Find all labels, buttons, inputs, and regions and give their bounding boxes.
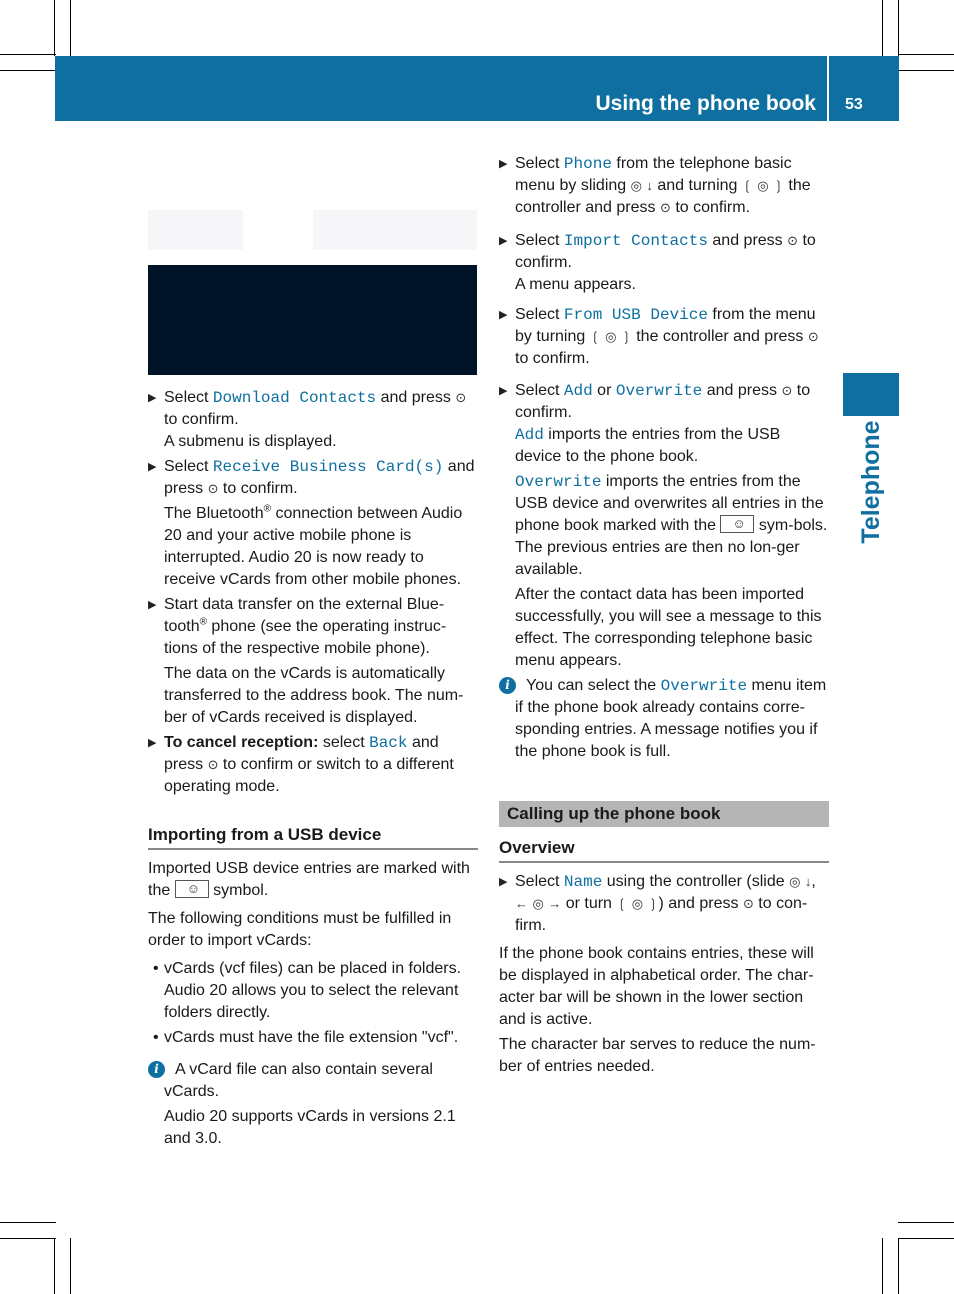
text: the controller and press: [631, 328, 808, 345]
text: or: [592, 382, 616, 399]
text: Select: [164, 389, 213, 406]
bold-label: To cancel reception:: [164, 734, 319, 751]
info-text: [515, 675, 829, 763]
arrow-icon: ▶: [499, 158, 508, 170]
crop-mark: [0, 1222, 56, 1223]
press-icon: ⊙: [455, 390, 467, 405]
paragraph: The following conditions must be fulfilled in order to import vCards:: [148, 910, 452, 949]
text: Select: [515, 155, 564, 172]
crop-mark: [0, 54, 56, 55]
slide-down-icon: ↓: [804, 874, 812, 889]
text: and press: [376, 389, 456, 406]
page-number: 53: [845, 96, 863, 113]
paragraph: If the phone book contains entries, these will be displayed in alphabetical order. The char-acter bar will be shown in the lower section and is active.: [499, 945, 814, 1028]
crop-mark: [898, 1222, 954, 1223]
text: The Bluetooth: [164, 505, 264, 522]
screen-ghost: [148, 210, 477, 250]
step-select-name: [499, 871, 829, 937]
menu-item-import-contacts: Import Contacts: [563, 232, 708, 250]
turn-right-icon: ❳: [773, 178, 784, 193]
menu-item-overwrite: Overwrite: [615, 382, 703, 400]
ring-icon: ◎: [631, 896, 644, 911]
list-item-text: vCards (vcf files) can be placed in folders. Audio 20 allows you to select the relevant folders directly.: [164, 960, 462, 1021]
menu-item-phone: Phone: [563, 155, 612, 173]
subheading-overview: Overview: [499, 837, 829, 863]
crop-mark: [898, 1238, 954, 1239]
list-item: [148, 958, 478, 1024]
step-text: [164, 456, 478, 500]
crop-mark: [70, 1238, 71, 1294]
step-download-contacts: [148, 387, 478, 453]
info-icon: i: [499, 677, 516, 694]
text: ) and press: [658, 895, 743, 912]
text: to con-firm.: [515, 895, 808, 934]
arrow-icon: ▶: [148, 461, 157, 473]
text: You can select the: [526, 677, 661, 694]
menu-item-add: Add: [515, 426, 544, 444]
crop-mark: [898, 54, 954, 55]
text: from the menu by turning: [515, 306, 816, 345]
step-result: [515, 471, 829, 581]
step-result: [515, 424, 829, 468]
menu-item-download-contacts: Download Contacts: [212, 389, 377, 407]
crop-mark: [898, 70, 954, 71]
list-item-text: vCards must have the file extension "vcf".: [164, 1029, 459, 1046]
ring-icon: ◎: [532, 896, 544, 911]
text: menu item if the phone book already contains corre-sponding entries. A message notifies you if the phone book is full.: [515, 677, 827, 760]
text: and press: [707, 232, 788, 249]
bullet: •: [153, 960, 159, 977]
step-result: After the contact data has been imported successfully, you will see a message to this effect. The corresponding telephone basic menu appears.: [515, 586, 822, 669]
text: Select: [515, 382, 564, 399]
text: to confirm.: [515, 382, 811, 421]
arrow-icon: ▶: [499, 309, 508, 321]
step-select-phone: [499, 153, 829, 219]
left-column: [148, 387, 478, 1150]
text: the controller and press: [515, 177, 811, 216]
text: to confirm.: [515, 350, 590, 367]
text: to confirm.: [515, 232, 816, 271]
text: ,: [811, 873, 816, 890]
crop-mark: [898, 1238, 899, 1294]
crop-mark: [0, 1238, 56, 1239]
bullet: •: [153, 1029, 159, 1046]
info-text: [164, 1059, 478, 1103]
text: and press: [702, 382, 782, 399]
step-import-contacts: [499, 230, 829, 296]
text: Start data transfer on the external Blue-tooth: [164, 596, 445, 635]
text: A vCard file can also contain several vCards.: [164, 1061, 433, 1100]
arrow-icon: ▶: [148, 599, 157, 611]
turn-left-icon: ❲: [589, 329, 601, 344]
step-text: [515, 153, 829, 219]
list-item: [148, 1027, 478, 1049]
step-text: [164, 594, 478, 660]
text: Select: [515, 306, 564, 323]
crop-mark: [882, 1238, 883, 1294]
text: connection between Audio 20 and your active mobile phone is interrupted. Audio 20 is now ready to receive vCards from other mobile phones.: [164, 505, 463, 588]
info-note: [499, 675, 829, 763]
step-text: [515, 304, 829, 370]
text: and press: [164, 458, 475, 497]
text: and turning: [652, 177, 742, 194]
step-result: [164, 503, 478, 591]
ring-icon: ◎: [757, 178, 769, 193]
step-from-usb-device: [499, 304, 829, 370]
registered-mark: ®: [263, 503, 271, 515]
menu-item-add: Add: [563, 382, 593, 400]
crop-mark: [0, 70, 56, 71]
press-icon: ⊙: [781, 383, 793, 398]
slide-left-icon: ←: [515, 896, 528, 911]
turn-right-icon: ❳: [647, 896, 659, 911]
step-receive-business-cards: [148, 456, 478, 591]
phone-book-symbol-icon: [175, 880, 209, 898]
text: phone (see the operating instruc-tions of the respective mobile phone).: [164, 618, 447, 657]
text: Select: [164, 458, 213, 475]
menu-item-name: Name: [563, 873, 603, 891]
step-result: The data on the vCards is automatically transferred to the address book. The num-ber of vCards received is displayed.: [164, 665, 464, 726]
info-icon: i: [148, 1061, 165, 1078]
arrow-icon: ▶: [148, 737, 157, 749]
press-icon: ⊙: [207, 757, 219, 772]
step-text: [164, 387, 478, 431]
crop-mark: [54, 0, 55, 56]
step-text: [515, 230, 829, 274]
registered-mark: ®: [199, 616, 207, 628]
info-text: Audio 20 supports vCards in versions 2.1 and 3.0.: [164, 1108, 456, 1147]
menu-item-overwrite: Overwrite: [515, 473, 602, 491]
paragraph: [148, 858, 478, 902]
slide-right-icon: →: [548, 896, 562, 911]
arrow-icon: ▶: [148, 392, 157, 404]
menu-item-receive-business-cards: Receive Business Card(s): [212, 458, 444, 476]
text: symbol.: [208, 882, 269, 899]
step-text: [515, 871, 829, 937]
slide-ring-icon: ◎: [630, 178, 642, 193]
text: Imported USB device entries are marked with the: [148, 860, 470, 899]
text: using the controller (slide: [602, 873, 790, 890]
crop-mark: [898, 0, 899, 56]
turn-left-icon: ❲: [741, 178, 753, 193]
side-tab-marker: [843, 373, 899, 416]
arrow-icon: ▶: [499, 876, 508, 888]
slide-down-icon: ↓: [646, 178, 653, 193]
page-title: Using the phone book: [595, 92, 816, 115]
text: to confirm.: [670, 199, 751, 216]
step-result: A menu appears.: [515, 276, 636, 293]
menu-item-back: Back: [369, 734, 408, 752]
press-icon: ⊙: [787, 233, 799, 248]
text: to confirm.: [218, 480, 298, 497]
press-icon: ⊙: [807, 329, 819, 344]
turn-right-icon: ❳: [620, 329, 632, 344]
text: to confirm or switch to a different operating mode.: [164, 756, 454, 795]
text: and press: [164, 734, 439, 773]
step-start-transfer: [148, 594, 478, 729]
screen-display-image: [148, 265, 477, 375]
step-text: [515, 380, 829, 424]
arrow-icon: ▶: [499, 235, 508, 247]
step-text: [164, 732, 478, 798]
crop-mark: [70, 0, 71, 56]
text: Select: [515, 232, 564, 249]
ring-icon: ◎: [789, 874, 801, 889]
menu-item-from-usb-device: From USB Device: [563, 306, 708, 324]
text: sym-bols. The previous entries are then no lon-ger available.: [515, 517, 828, 578]
text: Select: [515, 873, 564, 890]
text: imports the entries from the USB device and overwrites all entries in the phone book marked with the: [515, 473, 824, 534]
menu-item-overwrite: Overwrite: [660, 677, 748, 695]
text: to confirm.: [164, 411, 239, 428]
crop-mark: [882, 0, 883, 56]
side-tab-label: Telephone: [857, 420, 885, 544]
step-cancel-reception: [148, 732, 478, 798]
crop-mark: [54, 1238, 55, 1294]
text: or turn: [561, 895, 617, 912]
press-icon: ⊙: [742, 896, 754, 911]
text: from the telephone basic menu by sliding: [515, 155, 792, 194]
header-divider: [827, 56, 829, 121]
section-banner-calling: Calling up the phone book: [499, 801, 829, 827]
step-result: A submenu is displayed.: [164, 433, 337, 450]
section-heading-usb: Importing from a USB device: [148, 824, 478, 850]
step-add-or-overwrite: [499, 380, 829, 672]
arrow-icon: ▶: [499, 385, 508, 397]
turn-left-icon: ❲: [616, 896, 628, 911]
press-icon: ⊙: [207, 481, 219, 496]
paragraph: The character bar serves to reduce the num-ber of entries needed.: [499, 1036, 816, 1075]
press-icon: ⊙: [659, 200, 671, 215]
phone-book-symbol-icon: [720, 515, 754, 533]
text: select: [318, 734, 370, 751]
info-note: [148, 1059, 478, 1150]
text: imports the entries from the USB device to the phone book.: [515, 426, 781, 465]
right-column: [499, 153, 829, 1078]
ring-icon: ◎: [605, 329, 617, 344]
